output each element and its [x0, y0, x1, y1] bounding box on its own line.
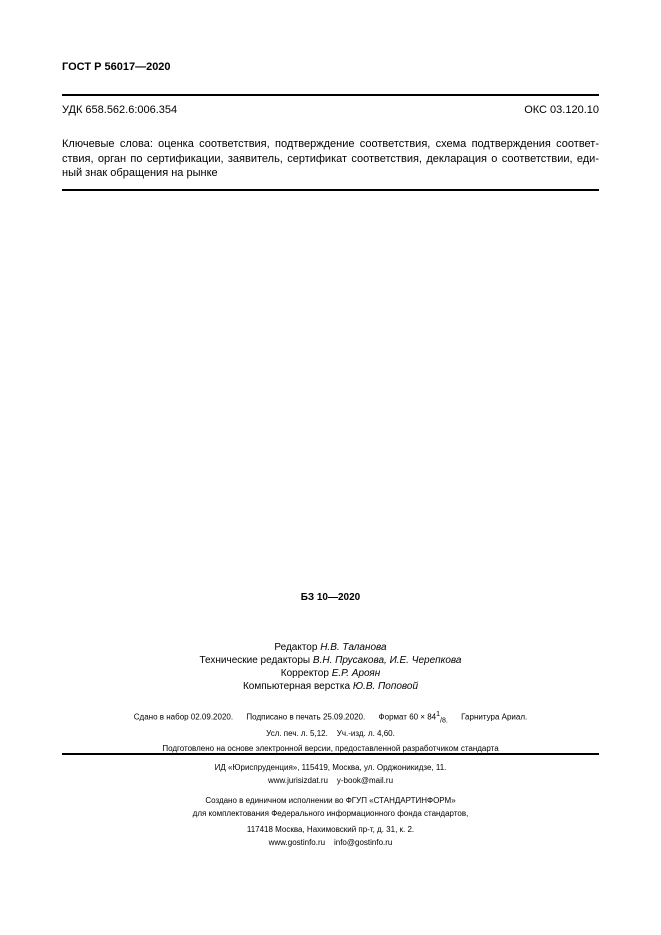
document-id: ГОСТ Р 56017—2020 — [62, 61, 171, 73]
producer — [0, 794, 661, 849]
divider — [62, 753, 599, 755]
publisher-address: ИД «Юриспруденция», 115419, Москва, ул. Орджоникидзе, 11. — [214, 763, 447, 772]
producer-line: Создано в единичном исполнении во ФГУП «СТАНДАРТИНФОРМ» — [205, 796, 456, 805]
keywords — [62, 137, 599, 181]
producer-line: для комплектования Федерального информационного фонда стандартов, — [192, 809, 469, 818]
imprint — [0, 708, 661, 755]
imprint-line: Сдано в набор 02.09.2020. Подписано в печать 25.09.2020. Формат $60 \times 84^1_{/8.}$ Гарнитура Ариал. — [133, 711, 528, 725]
producer-email: info@gostinfo.ru — [333, 838, 393, 847]
bz-number: БЗ 10—2020 — [300, 592, 361, 603]
credit-tech-editors: Технические редакторы В.Н. Прусакова, И.Е. Черепкова — [199, 655, 462, 666]
publisher-email: y-book@mail.ru — [336, 776, 394, 785]
publisher — [0, 761, 661, 787]
divider — [62, 189, 599, 191]
publisher-website: www.jurisizdat.ru — [267, 776, 328, 785]
producer-website: www.gostinfo.ru — [268, 838, 326, 847]
credit-editor: Редактор Н.В. Таланова — [274, 642, 387, 653]
imprint-sheets: Усл. печ. л. 5,12. Уч.-изд. л. 4,60. — [266, 729, 395, 739]
imprint-prepared: Подготовлено на основе электронной версии, предоставленной разработчиком стандарта — [162, 744, 499, 754]
producer-address: 117418 Москва, Нахимовский пр-т, д. 31, к. 2. — [246, 825, 415, 834]
credit-corrector: Корректор Е.Р. Ароян — [280, 668, 381, 679]
udk-code: УДК 658.562.6:006.354 — [62, 104, 178, 116]
divider — [62, 94, 599, 96]
keywords-line: ствия, орган по сертификации, заявитель, сертификат соответствия, декларация о соответствии, еди- — [62, 152, 599, 165]
keywords-line: Ключевые слова: оценка соответствия, подтверждение соответствия, схема подтверждения соответ- — [62, 138, 599, 150]
credit-layout: Компьютерная верстка Ю.В. Поповой — [242, 681, 419, 692]
keywords-line: ный знак обращения на рынке — [62, 167, 218, 179]
oks-code: ОКС 03.120.10 — [524, 104, 599, 116]
credits — [0, 641, 661, 693]
